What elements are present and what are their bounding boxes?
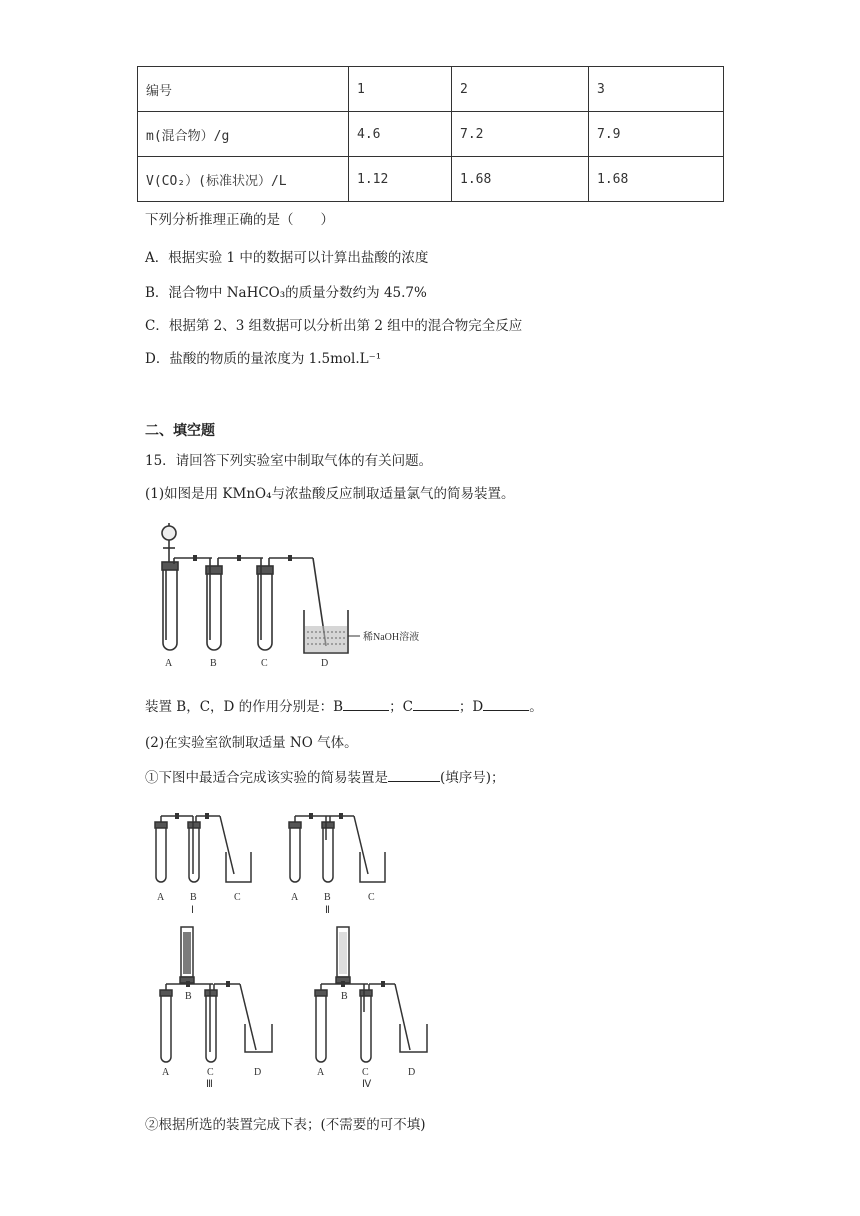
table-row [138,157,724,202]
no-apparatus-figure [148,812,448,1087]
set3-label-d: D [254,1067,262,1078]
table-cell: 1 [349,67,452,112]
set4-label-c: C [362,1067,369,1078]
sub-question-1 [145,766,505,786]
table-cell: V(CO₂）(标准状况）/L [138,157,349,202]
option-c: C．根据第 2、3 组数据可以分析出第 2 组中的混合物完全反应 [145,318,523,334]
set2-label-a: A [291,892,299,903]
answer-blank-d[interactable] [483,696,529,711]
set2-label-c: C [368,892,375,903]
set2-roman: Ⅱ [325,905,330,916]
set3-label-a: A [162,1067,170,1078]
set4-roman: Ⅳ [362,1079,372,1087]
question-prompt: 下列分析推理正确的是（ ） [145,212,334,228]
answer-blank-b[interactable] [343,696,389,711]
sub1-suffix: (填序号)； [440,770,505,786]
set4-label-d: D [408,1067,416,1078]
label-a: A [165,658,173,669]
chlorine-apparatus-figure [148,518,448,673]
answer-blank-c[interactable] [413,696,459,711]
table-row [138,67,724,112]
set3-label-b: B [185,991,192,1002]
table-cell: 4.6 [349,112,452,157]
label-c: C [261,658,268,669]
set4-label-b: B [341,991,348,1002]
table-cell: 3 [589,67,724,112]
part-1-text: (1)如图是用 KMnO₄与浓盐酸反应制取适量氯气的简易装置。 [145,486,515,502]
label-d: D [321,658,329,669]
label-b: B [210,658,217,669]
table-cell: 7.9 [589,112,724,157]
table-cell: 1.68 [589,157,724,202]
table-cell: 7.2 [452,112,589,157]
section-title: 二、填空题 [145,423,215,439]
answer-blank-apparatus[interactable] [388,767,440,782]
option-a: A．根据实验 1 中的数据可以计算出盐酸的浓度 [145,250,429,266]
set1-label-c: C [234,892,241,903]
devices-end: 。 [529,699,543,715]
option-b: B．混合物中 NaHCO₃的质量分数约为 45.7% [145,285,427,301]
table-cell: 1.12 [349,157,452,202]
sub-question-2: ②根据所选的装置完成下表；(不需要的可不填) [145,1117,426,1133]
devices-c: ；C [389,699,413,715]
set3-label-c: C [207,1067,214,1078]
set2-label-b: B [324,892,331,903]
set1-label-a: A [157,892,165,903]
set3-roman: Ⅲ [206,1079,213,1087]
table-cell: 1.68 [452,157,589,202]
table-cell: 2 [452,67,589,112]
devices-prefix: 装置 B，C，D 的作用分别是：B [145,699,344,715]
table-cell: 编号 [138,67,349,112]
sub1-prefix: ①下图中最适合完成该实验的简易装置是 [145,770,388,786]
set4-label-a: A [317,1067,325,1078]
devices-d: ；D [458,699,484,715]
table-cell: m(混合物）/g [138,112,349,157]
devices-question [145,695,543,715]
set1-label-b: B [190,892,197,903]
set1-roman: Ⅰ [191,905,194,916]
data-table [137,66,724,202]
option-d: D．盐酸的物质的量浓度为 1.5mol.L⁻¹ [145,351,382,367]
part-2-text: (2)在实验室欲制取适量 NO 气体。 [145,735,358,751]
question-stem: 15．请回答下列实验室中制取气体的有关问题。 [145,453,433,469]
table-row [138,112,724,157]
naoh-label: 稀NaOH溶液 [363,632,420,643]
